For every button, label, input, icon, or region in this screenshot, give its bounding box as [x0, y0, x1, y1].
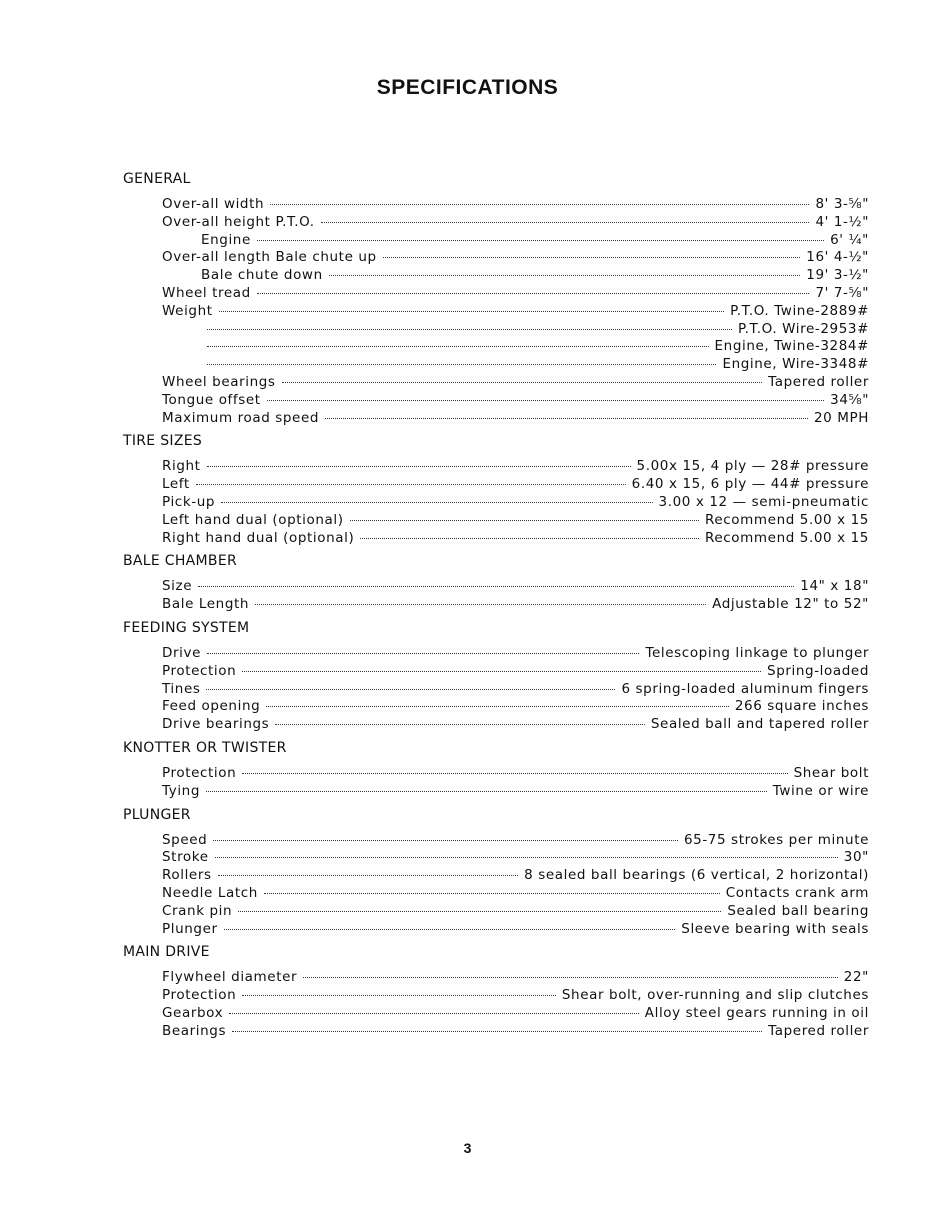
spec-section [123, 805, 869, 939]
spec-row [162, 303, 869, 321]
spec-row [162, 494, 869, 512]
spec-value: P.T.O. Twine-2889# [730, 302, 869, 319]
dot-leader [242, 671, 761, 672]
dot-leader [213, 840, 678, 841]
dot-leader [218, 875, 518, 876]
spec-value: Recommend 5.00 x 15 [705, 511, 869, 528]
section-heading: FEEDING SYSTEM [123, 619, 250, 636]
spec-row [162, 885, 869, 903]
section-heading: PLUNGER [123, 806, 191, 823]
spec-label: Bale Length [162, 596, 250, 613]
spec-value: 19' 3-½" [806, 267, 869, 284]
spec-label: Protection [162, 662, 237, 679]
spec-value: Sealed ball bearing [727, 902, 869, 919]
spec-row [162, 596, 869, 614]
page-number: 3 [463, 1140, 472, 1156]
dot-leader [224, 929, 676, 930]
spec-value: 20 MPH [813, 409, 869, 426]
spec-value: 8' 3-⅝" [815, 196, 869, 212]
spec-row [201, 321, 869, 339]
spec-row [162, 783, 869, 801]
spec-value: Engine, Twine-3284# [714, 338, 869, 355]
spec-label: Wheel tread [162, 284, 251, 301]
dot-leader [238, 911, 721, 912]
section-heading: BALE CHAMBER [123, 553, 238, 570]
spec-value: Adjustable 12" to 52" [712, 596, 869, 613]
spec-row [201, 356, 869, 374]
spec-label: Right [162, 458, 201, 475]
spec-label: Over-all length Bale chute up [162, 249, 377, 266]
dot-leader [270, 204, 809, 205]
spec-row [162, 832, 869, 850]
spec-row [162, 716, 869, 734]
dot-leader [303, 977, 838, 978]
spec-label: Bale chute down [201, 267, 323, 284]
spec-section [123, 738, 869, 801]
dot-leader [255, 604, 706, 605]
spec-row [162, 214, 869, 232]
dot-leader [264, 893, 720, 894]
dot-leader [257, 293, 810, 294]
dot-leader [383, 257, 801, 258]
spec-label: Size [162, 578, 193, 595]
spec-value: Sleeve bearing with seals [681, 920, 869, 937]
spec-row [162, 374, 869, 392]
spec-value: 5.00x 15, 4 ply — 28# pressure [636, 458, 869, 475]
spec-row [162, 392, 869, 410]
spec-value: Shear bolt [793, 764, 869, 781]
spec-row [162, 196, 869, 214]
spec-label: Plunger [162, 920, 218, 937]
dot-leader [206, 791, 767, 792]
spec-row [162, 458, 869, 476]
spec-label: Crank pin [162, 902, 233, 919]
section-heading: MAIN DRIVE [123, 944, 210, 961]
dot-leader [219, 311, 724, 312]
dot-leader [242, 773, 787, 774]
spec-label: Right hand dual (optional) [162, 529, 355, 546]
spec-value: P.T.O. Wire-2953# [737, 320, 869, 337]
dot-leader [229, 1013, 639, 1014]
specifications-list [123, 169, 869, 1044]
spec-row [162, 987, 869, 1005]
dot-leader [207, 329, 732, 330]
dot-leader [275, 724, 645, 725]
dot-leader [215, 857, 838, 858]
spec-value: Recommend 5.00 x 15 [705, 529, 869, 546]
spec-label: Rollers [162, 867, 212, 884]
spec-row [162, 849, 869, 867]
spec-section [123, 618, 869, 734]
spec-value: Sealed ball and tapered roller [650, 716, 869, 733]
spec-value: 16' 4-½" [806, 249, 869, 266]
spec-label: Pick-up [162, 493, 216, 510]
spec-section [123, 942, 869, 1040]
spec-label: Left hand dual (optional) [162, 511, 344, 528]
dot-leader [207, 466, 631, 467]
spec-value: 6' ¼" [830, 231, 869, 248]
spec-value: Shear bolt, over-running and slip clutches [561, 987, 869, 1004]
spec-value: 8 sealed ball bearings (6 vertical, 2 horizontal) [524, 867, 869, 884]
spec-value: 14" x 18" [800, 578, 869, 595]
dot-leader [242, 995, 556, 996]
spec-row [162, 698, 869, 716]
spec-row [162, 410, 869, 428]
spec-row [162, 1023, 869, 1041]
spec-label: Tongue offset [162, 391, 261, 408]
spec-label: Speed [162, 831, 208, 848]
spec-row [162, 867, 869, 885]
section-heading: TIRE SIZES [123, 433, 203, 450]
page-title: SPECIFICATIONS [376, 76, 559, 99]
spec-row [162, 969, 869, 987]
spec-row [162, 681, 869, 699]
spec-value: Tapered roller [768, 1022, 869, 1039]
spec-row [162, 285, 869, 303]
dot-leader [198, 586, 794, 587]
spec-row [162, 530, 869, 548]
spec-label: Maximum road speed [162, 409, 320, 426]
spec-label: Protection [162, 764, 237, 781]
spec-label: Needle Latch [162, 884, 258, 901]
spec-label: Over-all width [162, 196, 265, 212]
spec-section [123, 431, 869, 547]
spec-label: Tines [162, 680, 201, 697]
spec-row [162, 249, 869, 267]
spec-section [123, 551, 869, 614]
spec-label: Weight [162, 302, 213, 319]
spec-row [162, 645, 869, 663]
spec-row [162, 921, 869, 939]
dot-leader [257, 240, 824, 241]
dot-leader [207, 346, 709, 347]
dot-leader [321, 222, 810, 223]
spec-value: Contacts crank arm [725, 884, 869, 901]
spec-value: 65-75 strokes per minute [683, 831, 869, 848]
spec-row [201, 267, 869, 285]
dot-leader [206, 689, 615, 690]
spec-value: Alloy steel gears running in oil [644, 1004, 869, 1021]
dot-leader [221, 502, 652, 503]
spec-label: Gearbox [162, 1004, 224, 1021]
spec-row [201, 232, 869, 250]
dot-leader [360, 538, 699, 539]
spec-row [162, 476, 869, 494]
dot-leader [350, 520, 699, 521]
spec-label: Protection [162, 987, 237, 1004]
spec-row [162, 903, 869, 921]
dot-leader [232, 1031, 762, 1032]
dot-leader [282, 382, 763, 383]
spec-row [162, 1005, 869, 1023]
spec-label: Wheel bearings [162, 373, 276, 390]
spec-row [162, 578, 869, 596]
spec-label: Flywheel diameter [162, 969, 298, 986]
spec-value: 6 spring-loaded aluminum fingers [621, 680, 869, 697]
spec-value: 6.40 x 15, 6 ply — 44# pressure [631, 476, 869, 493]
spec-value: 30" [843, 849, 869, 866]
spec-label: Over-all height P.T.O. [162, 213, 315, 230]
dot-leader [207, 653, 639, 654]
spec-row [201, 338, 869, 356]
spec-row [162, 663, 869, 681]
spec-label: Bearings [162, 1022, 227, 1039]
spec-value: 34⅝" [830, 391, 869, 408]
spec-value: 3.00 x 12 — semi-pneumatic [658, 493, 869, 510]
spec-label: Feed opening [162, 698, 261, 715]
spec-label: Drive [162, 644, 201, 661]
spec-label: Tying [162, 782, 201, 799]
dot-leader [325, 418, 808, 419]
spec-value: Tapered roller [768, 373, 869, 390]
spec-value: Spring-loaded [767, 662, 869, 679]
spec-label: Engine [201, 231, 251, 248]
spec-value: Twine or wire [772, 782, 869, 799]
section-heading: GENERAL [123, 171, 191, 187]
spec-value: 4' 1-½" [815, 213, 869, 230]
dot-leader [207, 364, 716, 365]
spec-label: Drive bearings [162, 716, 270, 733]
spec-value: Engine, Wire-3348# [722, 356, 869, 373]
spec-label: Stroke [162, 849, 209, 866]
spec-label: Left [162, 476, 190, 493]
spec-row [162, 512, 869, 530]
spec-value: 7' 7-⅝" [815, 284, 869, 301]
spec-value: Telescoping linkage to plunger [645, 644, 869, 661]
dot-leader [267, 400, 824, 401]
spec-row [162, 765, 869, 783]
spec-value: 22" [843, 969, 869, 986]
dot-leader [329, 275, 801, 276]
dot-leader [196, 484, 626, 485]
section-heading: KNOTTER OR TWISTER [123, 739, 287, 756]
dot-leader [266, 706, 729, 707]
spec-section [123, 169, 869, 427]
spec-value: 266 square inches [734, 698, 869, 715]
